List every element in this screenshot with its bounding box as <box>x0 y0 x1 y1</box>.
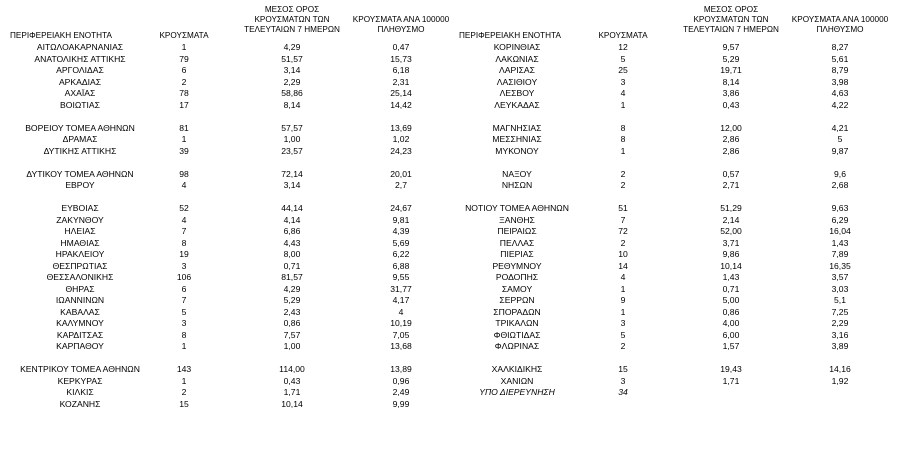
region-cell: ΜΕΣΣΗΝΙΑΣ <box>492 134 542 144</box>
per100k-cell: 2,68 <box>831 180 849 190</box>
avg-cell: 57,57 <box>281 122 303 133</box>
cases-cell: 1 <box>620 306 626 317</box>
cases-cell: 3 <box>620 76 626 87</box>
avg-cell: 10,14 <box>281 398 303 409</box>
cases-cell: 5 <box>620 329 626 340</box>
cases-cell: 98 <box>179 168 189 179</box>
cases-cell: 15 <box>179 398 189 409</box>
cases-cell: 1 <box>181 134 187 144</box>
cases-cell: 81 <box>179 122 189 133</box>
avg-cell: 3,14 <box>283 65 301 75</box>
cases-cell: 7 <box>181 295 187 305</box>
region-cell: ΕΥΒΟΙΑΣ <box>61 203 99 213</box>
region-cell: ΚΑΡΠΑΘΟΥ <box>56 341 104 351</box>
region-cell: ΚΑΛΥΜΝΟΥ <box>56 318 104 328</box>
cases-cell: 39 <box>179 145 189 156</box>
region-cell: ΗΛΕΙΑΣ <box>64 226 96 236</box>
cases-cell: 8 <box>620 122 626 133</box>
left-header-region: ΠΕΡΙΦΕΡΕΙΑΚΗ ΕΝΟΤΗΤΑ <box>10 31 112 40</box>
cases-cell: 52 <box>179 203 189 213</box>
avg-cell: 3,14 <box>283 180 301 190</box>
per100k-cell: 8,79 <box>831 65 849 75</box>
per100k-cell: 9,55 <box>392 272 410 282</box>
per100k-cell: 4 <box>398 306 404 317</box>
per100k-cell: 3,57 <box>831 272 849 282</box>
per100k-cell: 5,61 <box>831 53 849 64</box>
avg-cell: 9,86 <box>722 249 740 259</box>
per100k-cell: 2,29 <box>831 318 849 328</box>
avg-cell: 3,71 <box>722 237 740 248</box>
per100k-cell: 6,29 <box>831 214 849 225</box>
region-cell: ΘΗΡΑΣ <box>65 283 95 294</box>
region-cell: ΠΕΛΛΑΣ <box>499 237 535 248</box>
cases-cell: 15 <box>618 364 628 374</box>
avg-cell: 81,57 <box>281 272 303 282</box>
cases-cell: 14 <box>618 260 628 271</box>
region-cell: ΝΑΞΟΥ <box>502 168 532 179</box>
region-cell: ΦΛΩΡΙΝΑΣ <box>494 341 540 351</box>
region-cell: ΡΕΘΥΜΝΟΥ <box>492 260 542 271</box>
region-cell: ΚΙΛΚΙΣ <box>66 387 94 397</box>
avg-cell: 5,29 <box>283 295 301 305</box>
region-cell: ΛΕΥΚΑΔΑΣ <box>494 99 540 110</box>
per100k-cell: 16,04 <box>829 226 851 236</box>
cases-cell: 2 <box>181 387 187 397</box>
avg-cell: 6,00 <box>722 329 740 340</box>
avg-cell: 4,00 <box>722 318 740 328</box>
region-cell: ΡΟΔΟΠΗΣ <box>495 272 539 282</box>
cases-cell: 4 <box>181 214 187 225</box>
cases-cell: 17 <box>179 99 189 110</box>
avg-cell: 4,43 <box>283 237 301 248</box>
per100k-cell: 7,25 <box>831 306 849 317</box>
per100k-cell: 3,16 <box>831 329 849 340</box>
avg-cell: 51,29 <box>720 203 742 213</box>
avg-cell: 8,14 <box>722 76 740 87</box>
per100k-cell: 9,87 <box>831 145 849 156</box>
per100k-cell: 14,42 <box>390 99 412 110</box>
cases-cell: 6 <box>181 283 187 294</box>
region-cell: ΑΧΑΪΑΣ <box>64 88 96 98</box>
per100k-cell: 6,22 <box>392 249 410 259</box>
per100k-cell: 7,05 <box>392 329 410 340</box>
region-cell: ΥΠΟ ΔΙΕΡΕΥΝΗΣΗ <box>479 387 555 397</box>
per100k-cell: 5 <box>837 134 843 144</box>
per100k-cell: 31,77 <box>390 283 412 294</box>
cases-cell: 4 <box>620 272 626 282</box>
avg-cell: 58,86 <box>281 88 303 98</box>
region-cell: ΔΥΤΙΚΗΣ ΑΤΤΙΚΗΣ <box>43 145 117 156</box>
left-header-per100k-line2: ΠΛΗΘΥΣΜΟ <box>377 25 425 34</box>
avg-cell: 72,14 <box>281 168 303 179</box>
cases-cell: 1 <box>181 42 187 52</box>
region-cell: ΛΑΡΙΣΑΣ <box>499 65 535 75</box>
cases-cell: 6 <box>181 65 187 75</box>
cases-cell: 78 <box>179 88 189 98</box>
per100k-cell: 3,89 <box>831 341 849 351</box>
per100k-cell: 16,35 <box>829 260 851 271</box>
per100k-cell: 24,23 <box>390 145 412 156</box>
per100k-cell: 20,01 <box>390 168 412 179</box>
right-header-avg-line1: ΜΕΣΟΣ ΟΡΟΣ <box>703 5 759 14</box>
avg-cell: 4,29 <box>283 283 301 294</box>
cases-cell: 72 <box>618 226 628 236</box>
region-cell: ΚΑΡΔΙΤΣΑΣ <box>56 329 104 340</box>
per100k-cell: 6,88 <box>392 260 410 271</box>
region-cell: ΜΥΚΟΝΟΥ <box>495 145 539 156</box>
per100k-cell: 7,89 <box>831 249 849 259</box>
right-header-avg <box>683 5 779 35</box>
region-cell: ΞΑΝΘΗΣ <box>499 214 535 225</box>
cases-cell: 9 <box>620 295 626 305</box>
avg-cell: 1,57 <box>722 341 740 351</box>
region-cell: ΑΡΓΟΛΙΔΑΣ <box>56 65 104 75</box>
avg-cell: 52,00 <box>720 226 742 236</box>
per100k-cell: 13,68 <box>390 341 412 351</box>
per100k-cell: 1,92 <box>831 375 849 386</box>
per100k-cell: 13,89 <box>390 364 412 374</box>
cases-cell: 2 <box>620 180 626 190</box>
cases-cell: 12 <box>618 42 628 52</box>
cases-cell: 7 <box>181 226 187 236</box>
region-cell: ΒΟΡΕΙΟΥ ΤΟΜΕΑ ΑΘΗΝΩΝ <box>25 122 135 133</box>
left-header-avg-line1: ΜΕΣΟΣ ΟΡΟΣ <box>264 5 320 14</box>
region-cell: ΖΑΚΥΝΘΟΥ <box>56 214 104 225</box>
per100k-cell: 1,43 <box>831 237 849 248</box>
avg-cell: 0,71 <box>283 260 301 271</box>
cases-cell: 3 <box>181 318 187 328</box>
per100k-cell: 25,14 <box>390 88 412 98</box>
avg-cell: 44,14 <box>281 203 303 213</box>
cases-cell: 8 <box>620 134 626 144</box>
cases-cell: 2 <box>620 168 626 179</box>
region-cell: ΚΟΡΙΝΘΙΑΣ <box>493 42 541 52</box>
avg-cell: 7,57 <box>283 329 301 340</box>
per100k-cell: 4,63 <box>831 88 849 98</box>
cases-cell: 3 <box>181 260 187 271</box>
right-header-per100k-line1: ΚΡΟΥΣΜΑΤΑ ΑΝΑ 100000 <box>791 15 889 24</box>
per100k-cell: 13,69 <box>390 122 412 133</box>
avg-cell: 8,00 <box>283 249 301 259</box>
region-cell: ΛΑΚΩΝΙΑΣ <box>495 53 539 64</box>
right-header-avg-line3: ΤΕΛΕΥΤΑΙΩΝ 7 ΗΜΕΡΩΝ <box>683 25 779 34</box>
region-cell: ΚΑΒΑΛΑΣ <box>60 306 100 317</box>
cases-cell: 51 <box>618 203 628 213</box>
avg-cell: 1,71 <box>283 387 301 397</box>
per100k-cell: 9,81 <box>392 214 410 225</box>
avg-cell: 2,14 <box>722 214 740 225</box>
per100k-cell: 4,22 <box>831 99 849 110</box>
left-header-per100k <box>353 15 449 35</box>
cases-cell: 4 <box>620 88 626 98</box>
avg-cell: 1,00 <box>283 341 301 351</box>
avg-cell: 114,00 <box>279 364 305 374</box>
avg-cell: 8,14 <box>283 99 301 110</box>
avg-cell: 0,71 <box>722 283 740 294</box>
cases-cell: 3 <box>620 375 626 386</box>
left-header-avg <box>244 5 340 35</box>
cases-cell: 2 <box>620 237 626 248</box>
per100k-cell: 10,19 <box>390 318 412 328</box>
cases-cell: 5 <box>181 306 187 317</box>
region-cell: ΤΡΙΚΑΛΩΝ <box>495 318 539 328</box>
cases-cell: 1 <box>181 375 187 386</box>
avg-cell: 19,71 <box>720 65 742 75</box>
per100k-cell: 9,6 <box>834 168 846 179</box>
region-cell: ΛΕΣΒΟΥ <box>499 88 535 98</box>
region-cell: ΣΕΡΡΩΝ <box>499 295 535 305</box>
right-header-cases: ΚΡΟΥΣΜΑΤΑ <box>598 31 648 40</box>
region-cell: ΧΑΝΙΩΝ <box>500 375 534 386</box>
avg-cell: 9,57 <box>722 42 740 52</box>
avg-cell: 51,57 <box>281 53 303 64</box>
avg-cell: 6,86 <box>283 226 301 236</box>
region-cell: ΣΠΟΡΑΔΩΝ <box>493 306 541 317</box>
avg-cell: 2,86 <box>722 134 740 144</box>
avg-cell: 0,86 <box>283 318 301 328</box>
region-cell: ΔΡΑΜΑΣ <box>62 134 98 144</box>
avg-cell: 23,57 <box>281 145 303 156</box>
region-cell: ΠΙΕΡΙΑΣ <box>500 249 534 259</box>
cases-cell: 143 <box>176 364 192 374</box>
per100k-cell: 4,21 <box>831 122 849 133</box>
region-cell: ΚΕΡΚΥΡΑΣ <box>57 375 103 386</box>
cases-cell: 106 <box>176 272 192 282</box>
region-cell: ΑΙΤΩΛΟΑΚΑΡΝΑΝΙΑΣ <box>36 42 124 52</box>
avg-cell: 4,14 <box>283 214 301 225</box>
per100k-cell: 8,27 <box>831 42 849 52</box>
cases-cell: 34 <box>618 387 628 397</box>
cases-cell: 2 <box>181 76 187 87</box>
region-cell: ΣΑΜΟΥ <box>501 283 533 294</box>
avg-cell: 0,86 <box>722 306 740 317</box>
per100k-cell: 15,73 <box>390 53 412 64</box>
cases-cell: 10 <box>618 249 628 259</box>
per100k-cell: 24,67 <box>390 203 412 213</box>
per100k-cell: 9,99 <box>392 398 410 409</box>
region-cell: ΕΒΡΟΥ <box>65 180 95 190</box>
cases-cell: 3 <box>620 318 626 328</box>
cases-cell: 8 <box>181 329 187 340</box>
region-cell: ΚΕΝΤΡΙΚΟΥ ΤΟΜΕΑ ΑΘΗΝΩΝ <box>20 364 140 374</box>
region-cell: ΑΡΚΑΔΙΑΣ <box>58 76 102 87</box>
avg-cell: 0,43 <box>722 99 740 110</box>
left-header-avg-line2: ΚΡΟΥΣΜΑΤΩΝ ΤΩΝ <box>254 15 330 24</box>
avg-cell: 1,71 <box>722 375 740 386</box>
avg-cell: 5,00 <box>722 295 740 305</box>
per100k-cell: 4,39 <box>392 226 410 236</box>
region-cell: ΧΑΛΚΙΔΙΚΗΣ <box>491 364 543 374</box>
per100k-cell: 2,31 <box>392 76 410 87</box>
avg-cell: 1,00 <box>283 134 301 144</box>
avg-cell: 19,43 <box>720 364 742 374</box>
region-cell: ΙΩΑΝΝΙΝΩΝ <box>55 295 105 305</box>
avg-cell: 1,43 <box>722 272 740 282</box>
left-header-avg-line3: ΤΕΛΕΥΤΑΙΩΝ 7 ΗΜΕΡΩΝ <box>244 25 340 34</box>
region-cell: ΑΝΑΤΟΛΙΚΗΣ ΑΤΤΙΚΗΣ <box>34 53 126 64</box>
region-cell: ΘΕΣΣΑΛΟΝΙΚΗΣ <box>46 272 114 282</box>
avg-cell: 10,14 <box>720 260 742 271</box>
right-header-per100k <box>792 15 888 35</box>
cases-cell: 1 <box>181 341 187 351</box>
cases-cell: 19 <box>179 249 189 259</box>
region-cell: ΝΗΣΩΝ <box>501 180 533 190</box>
per100k-cell: 6,18 <box>392 65 410 75</box>
right-header-per100k-line2: ΠΛΗΘΥΣΜΟ <box>816 25 864 34</box>
avg-cell: 2,29 <box>283 76 301 87</box>
region-cell: ΒΟΙΩΤΙΑΣ <box>60 99 100 110</box>
per100k-cell: 1,02 <box>392 134 410 144</box>
per100k-cell: 9,63 <box>831 203 849 213</box>
avg-cell: 0,57 <box>722 168 740 179</box>
left-header-cases: ΚΡΟΥΣΜΑΤΑ <box>159 31 209 40</box>
avg-cell: 2,43 <box>283 306 301 317</box>
cases-cell: 2 <box>620 341 626 351</box>
per100k-cell: 3,03 <box>831 283 849 294</box>
per100k-cell: 5,1 <box>834 295 846 305</box>
avg-cell: 2,71 <box>722 180 740 190</box>
cases-cell: 25 <box>618 65 628 75</box>
per100k-cell: 5,69 <box>392 237 410 248</box>
region-cell: ΚΟΖΑΝΗΣ <box>59 398 101 409</box>
region-cell: ΘΕΣΠΡΩΤΙΑΣ <box>52 260 108 271</box>
cases-cell: 5 <box>620 53 626 64</box>
region-cell: ΠΕΙΡΑΙΩΣ <box>497 226 537 236</box>
left-header-per100k-line1: ΚΡΟΥΣΜΑΤΑ ΑΝΑ 100000 <box>352 15 450 24</box>
right-header-region: ΠΕΡΙΦΕΡΕΙΑΚΗ ΕΝΟΤΗΤΑ <box>459 31 561 40</box>
per100k-cell: 0,96 <box>392 375 410 386</box>
region-cell: ΗΡΑΚΛΕΙΟΥ <box>55 249 105 259</box>
avg-cell: 3,86 <box>722 88 740 98</box>
avg-cell: 5,29 <box>722 53 740 64</box>
cases-cell: 7 <box>620 214 626 225</box>
cases-cell: 1 <box>620 99 626 110</box>
avg-cell: 4,29 <box>283 42 301 52</box>
region-cell: ΝΟΤΙΟΥ ΤΟΜΕΑ ΑΘΗΝΩΝ <box>465 203 569 213</box>
cases-cell: 1 <box>620 283 626 294</box>
per100k-cell: 4,17 <box>392 295 410 305</box>
per100k-cell: 2,49 <box>392 387 410 397</box>
cases-cell: 4 <box>181 180 187 190</box>
per100k-cell: 3,98 <box>831 76 849 87</box>
region-cell: ΔΥΤΙΚΟΥ ΤΟΜΕΑ ΑΘΗΝΩΝ <box>26 168 134 179</box>
cases-cell: 8 <box>181 237 187 248</box>
avg-cell: 2,86 <box>722 145 740 156</box>
region-cell: ΦΘΙΩΤΙΔΑΣ <box>493 329 541 340</box>
region-cell: ΜΑΓΝΗΣΙΑΣ <box>492 122 542 133</box>
per100k-cell: 0,47 <box>392 42 410 52</box>
avg-cell: 12,00 <box>720 122 742 133</box>
region-cell: ΗΜΑΘΙΑΣ <box>60 237 100 248</box>
per100k-cell: 2,7 <box>395 180 407 190</box>
cases-cell: 1 <box>620 145 626 156</box>
region-cell: ΛΑΣΙΘΙΟΥ <box>496 76 538 87</box>
right-header-avg-line2: ΚΡΟΥΣΜΑΤΩΝ ΤΩΝ <box>693 15 769 24</box>
cases-cell: 79 <box>179 53 189 64</box>
per100k-cell: 14,16 <box>829 364 851 374</box>
avg-cell: 0,43 <box>283 375 301 386</box>
